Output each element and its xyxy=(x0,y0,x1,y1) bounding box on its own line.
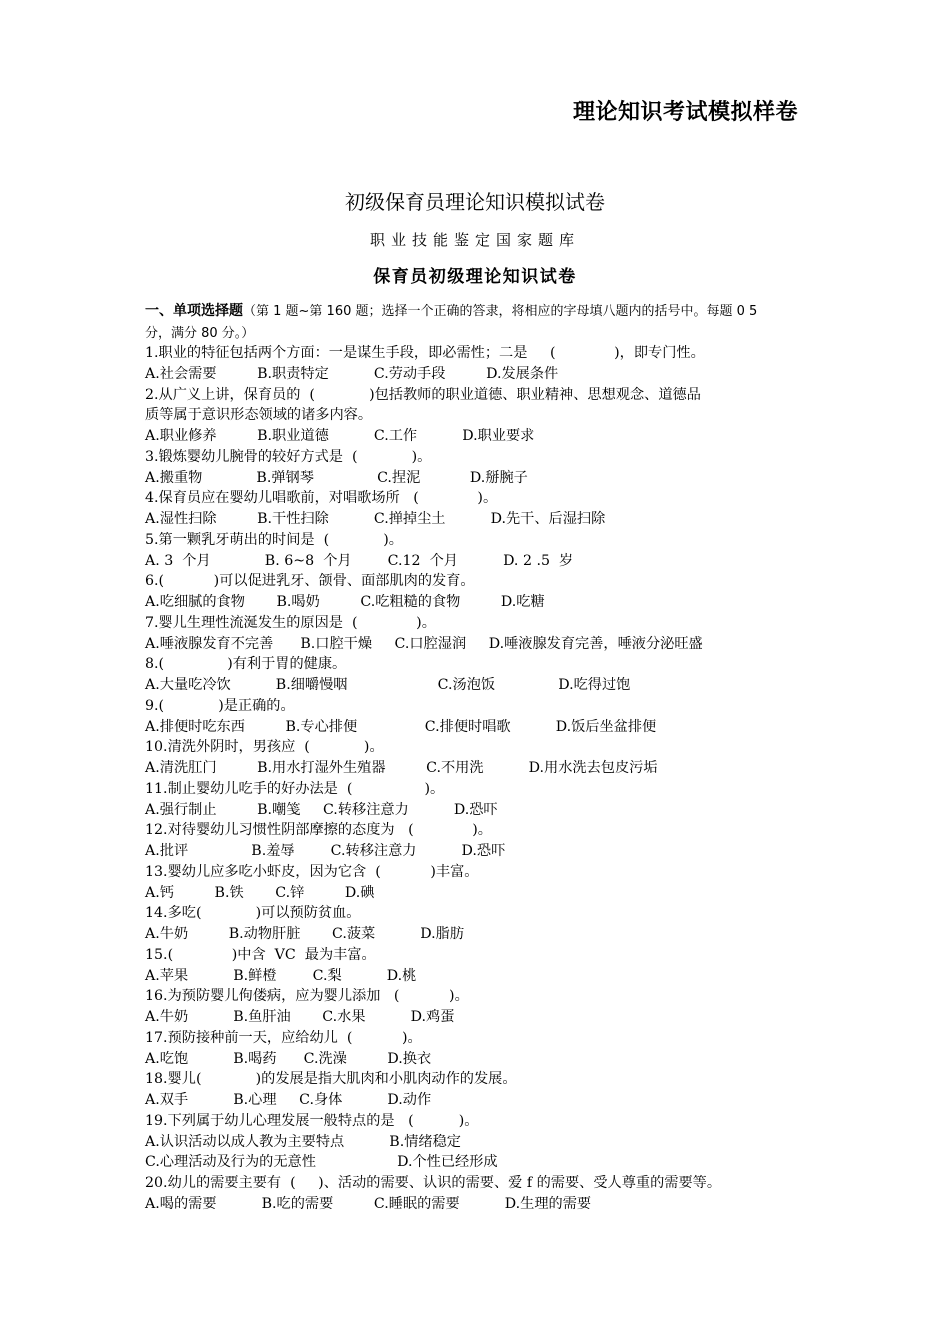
question-line: 2.从广义上讲，保育员的 ( )包括教师的职业道德、职业精神、思想观念、道德品 xyxy=(145,386,701,403)
sub-title: 职业技能鉴定国家题库 xyxy=(369,231,580,249)
question-line: 17.预防接种前一天，应给幼儿 ( )。 xyxy=(145,1029,422,1046)
instructions-line-2: 分，满分 80 分。） xyxy=(145,326,255,341)
question-line: A.吃饱 B.喝药 C.洗澡 D.换衣 xyxy=(145,1050,432,1067)
question-list xyxy=(145,343,825,1215)
question-line: A.清洗肛门 B.用水打湿外生殖器 C.不用洗 D.用水洗去包皮污垢 xyxy=(145,760,658,776)
instructions-line-1 xyxy=(145,300,810,323)
question-line: 14.多吃( )可以预防贫血。 xyxy=(145,905,361,922)
header-title: 理论知识考试模拟样卷 xyxy=(572,100,798,125)
question-line: 3.锻炼婴幼儿腕骨的较好方式是 ( )。 xyxy=(145,448,432,465)
question-line: A.认识活动以成人教为主要特点 B.情绪稳定 xyxy=(145,1133,461,1150)
question-line: A.喝的需要 B.吃的需要 C.睡眠的需要 D.生理的需要 xyxy=(145,1195,592,1212)
question-line: A.双手 B.心理 C.身体 D.动作 xyxy=(145,1092,432,1108)
question-line: 18.婴儿( )的发展是指大肌肉和小肌肉动作的发展。 xyxy=(145,1071,517,1088)
question-line: A.唾液腺发育不完善 B.口腔干燥 C.口腔湿润 D.唾液腺发育完善，唾液分泌旺盛 xyxy=(145,635,703,652)
section-heading: 一、单项选择题 xyxy=(145,303,243,319)
question-line: A.职业修养 B.职业道德 C.工作 D.职业要求 xyxy=(145,428,535,444)
question-line: 15.( )中含 VC 最为丰富。 xyxy=(145,946,376,963)
question-line: A.批评 B.羞辱 C.转移注意力 D.恐吓 xyxy=(145,843,506,859)
question-line: 4.保育员应在婴幼儿唱歌前，对唱歌场所 ( )。 xyxy=(145,490,498,507)
main-title: 初级保育员理论知识模拟试卷 xyxy=(345,190,605,214)
question-line: A.大量吃冷饮 B.细嚼慢咽 C.汤泡饭 D.吃得过饱 xyxy=(145,677,631,693)
question-line: C.心理活动及行为的无意性 D.个性已经形成 xyxy=(145,1154,498,1171)
question-line: A.苹果 B.鲜橙 C.梨 D.桃 xyxy=(145,967,417,984)
question-line: A.钙 B.铁 C.锌 D.碘 xyxy=(145,884,375,901)
question-line: 5.第一颗乳牙萌出的时间是 ( )。 xyxy=(145,531,403,548)
question-line: 16.为预防婴儿佝偻病，应为婴儿添加 ( )。 xyxy=(145,988,469,1005)
question-line: 9.( )是正确的。 xyxy=(145,697,295,714)
question-line: A.强行制止 B.嘲笺 C.转移注意力 D.恐吓 xyxy=(145,801,498,818)
question-line: 10.清洗外阴时，男孩应 ( )。 xyxy=(145,739,384,756)
question-line: 20.幼儿的需要主要有 ( )、活动的需要、认识的需要、爱 f 的需要、受人尊重的需要等。 xyxy=(145,1175,722,1191)
question-line: 1.职业的特征包括两个方面：一是谋生手段，即必需性；二是 ( )，即专门性。 xyxy=(145,345,705,361)
question-line: A.牛奶 B.动物肝脏 C.菠菜 D.脂肪 xyxy=(145,926,465,942)
instructions-text: （第 1 题~第 160 题；选择一个正确的答隶，将相应的字母填八题内的括号中。每题 0 5 xyxy=(243,304,758,319)
question-line: 6.( )可以促进乳牙、颌骨、面部肌肉的发育。 xyxy=(145,573,475,590)
question-line: A.牛奶 B.鱼肝油 C.水果 D.鸡蛋 xyxy=(145,1009,455,1025)
section-instructions xyxy=(145,300,810,345)
question-line: A.搬重物 B.弹钢琴 C.捏泥 D.掰腕子 xyxy=(145,469,528,486)
question-line: 7.婴儿生理性流涎发生的原因是 ( )。 xyxy=(145,614,436,631)
exam-title: 保育员初级理论知识试卷 xyxy=(373,267,577,287)
question-line: A.吃细腻的食物 B.喝奶 C.吃粗糙的食物 D.吃糖 xyxy=(145,594,545,610)
question-line: 11.制止婴幼儿吃手的好办法是 ( )。 xyxy=(145,780,445,797)
question-line: 8.( )有利于胃的健康。 xyxy=(145,656,347,673)
question-line: A.社会需要 B.职责特定 C.劳动手段 D.发展条件 xyxy=(145,365,559,382)
question-line: 质等属于意识形态领域的诸多内容。 xyxy=(145,407,373,424)
question-line: 13.婴幼儿应多吃小虾皮，因为它含 ( )丰富。 xyxy=(145,863,479,880)
question-line: A. 3 个月 B. 6~8 个月 C.12 个月 D. 2 .5 岁 xyxy=(145,552,574,569)
question-line: A.排便时吃东西 B.专心排便 C.排便时唱歌 D.饭后坐盆排便 xyxy=(145,718,657,735)
question-line: 19.下列属于幼儿心理发展一般特点的是 ( )。 xyxy=(145,1112,479,1129)
question-line: A.湿性扫除 B.干性扫除 C.掸掉尘土 D.先干、后湿扫除 xyxy=(145,511,606,527)
question-line: 12.对待婴幼儿习惯性阴部摩擦的态度为 ( )。 xyxy=(145,822,492,839)
